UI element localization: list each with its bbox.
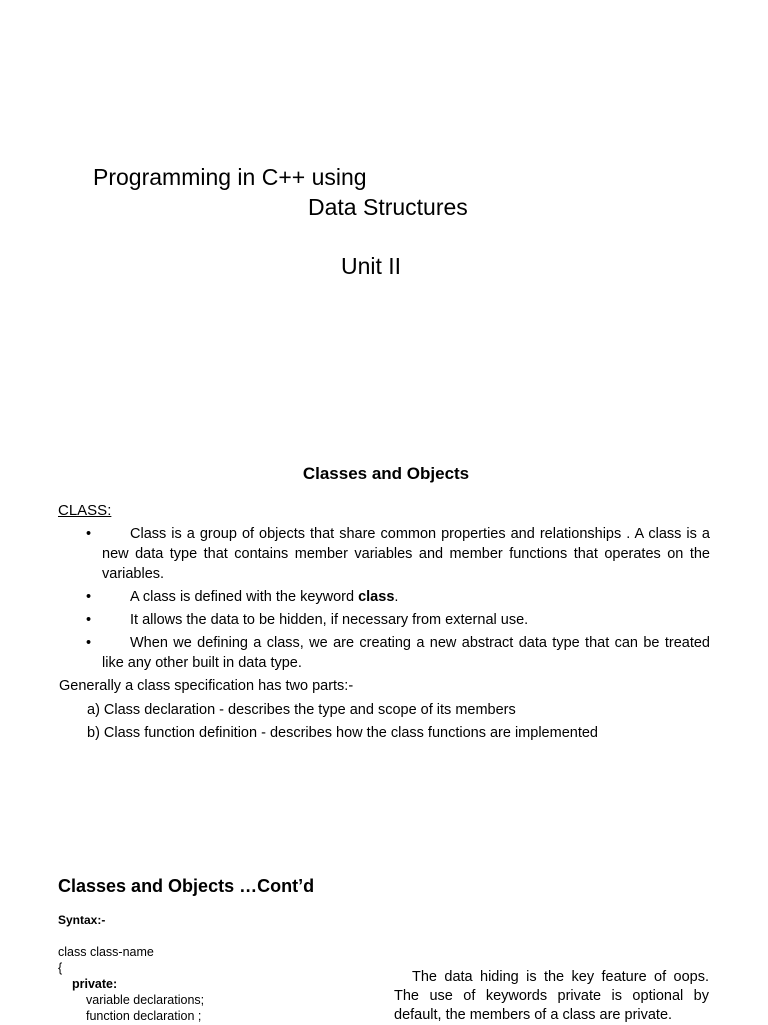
bullet-item-3 <box>86 610 710 630</box>
unit-label: Unit II <box>341 253 402 279</box>
code-line-class: class class-name <box>58 945 154 959</box>
contd-heading: Classes and Objects …Cont’d <box>58 876 315 896</box>
bullet-item-1 <box>86 524 710 584</box>
bullet-icon: • <box>86 589 92 605</box>
title-line-2: Data Structures <box>308 194 468 220</box>
code-line-brace: { <box>58 961 63 975</box>
title-line-1: Programming in C++ using <box>93 164 367 190</box>
bullet-icon: • <box>86 612 92 628</box>
keyword-class: class <box>358 589 395 605</box>
data-hiding-note <box>394 968 709 1025</box>
section-heading: Classes and Objects <box>302 464 470 483</box>
bullet-item-4 <box>86 633 710 673</box>
code-line-functions: function declaration ; <box>86 1009 202 1023</box>
code-line-variables: variable declarations; <box>86 993 205 1007</box>
bullet-text: Class is a group of objects that share common properties and relationships . A class is a new data type that contains member variables and member functions that operates on the variables. <box>102 526 710 582</box>
bullet-text: It allows the data to be hidden, if necessary from external use. <box>130 612 529 628</box>
code-line-private: private: <box>72 977 118 991</box>
bullet-icon: • <box>86 526 92 542</box>
class-label: CLASS: <box>58 502 112 519</box>
class-spec-part-b: b) Class function definition - describes how the class functions are implemented <box>87 725 598 741</box>
syntax-label: Syntax:- <box>58 913 106 927</box>
bullet-text: When we defining a class, we are creating a new abstract data type that can be treated like any other built in data type. <box>102 635 710 671</box>
data-hiding-text: The data hiding is the key feature of oops. The use of keywords private is optional by default, the members of a class are private. <box>394 969 709 1023</box>
class-spec-part-a: a) Class declaration - describes the type and scope of its members <box>87 702 516 718</box>
class-spec-intro: Generally a class specification has two parts:- <box>59 678 354 694</box>
bullet-text-end: . <box>394 589 399 605</box>
bullet-icon: • <box>86 635 92 651</box>
bullet-text: A class is defined with the keyword <box>130 589 359 605</box>
bullet-item-2 <box>86 587 710 607</box>
bullet-list <box>86 524 710 676</box>
